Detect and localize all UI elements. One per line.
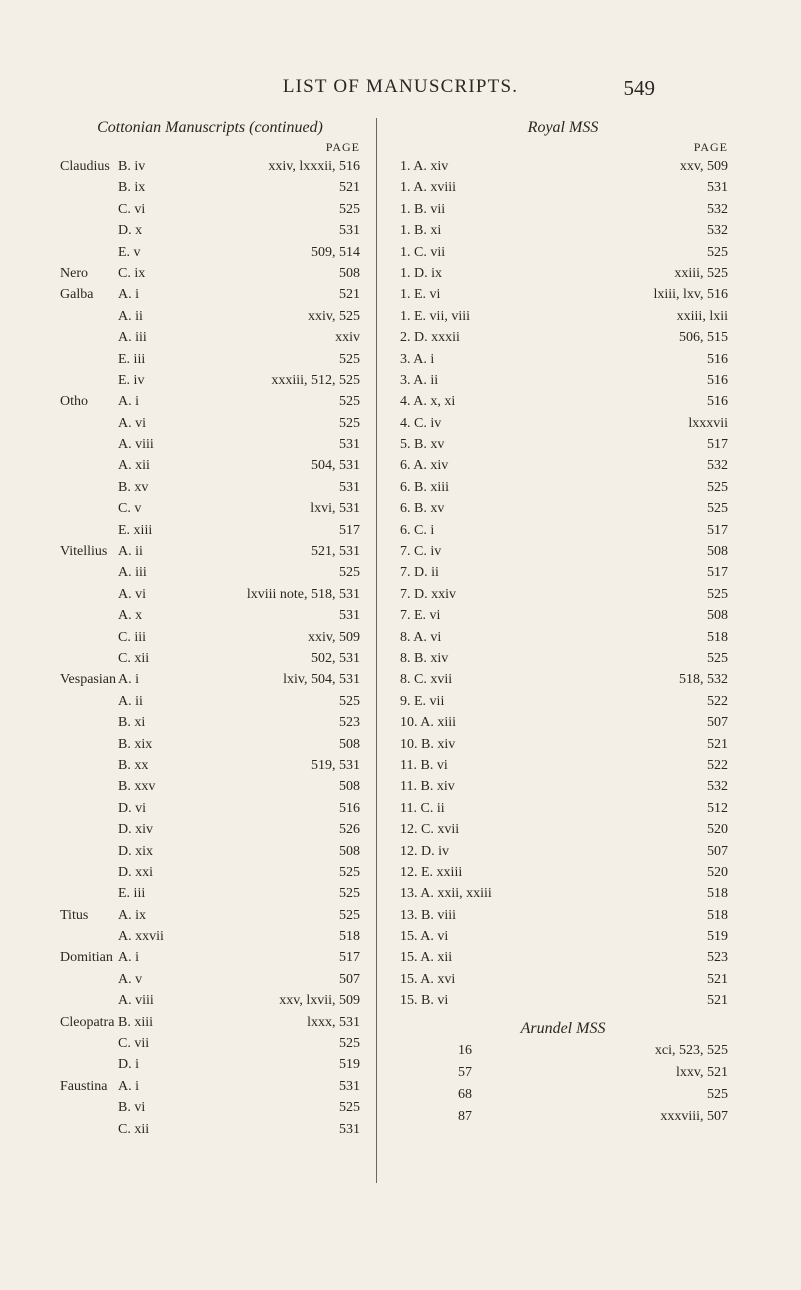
page-references: 506, 515: [679, 330, 728, 346]
manuscript-shelfmark: B. xiii: [118, 1014, 154, 1030]
manuscript-shelfmark: D. xix: [118, 843, 153, 859]
manuscript-shelfmark: C. vii: [118, 1036, 150, 1052]
page-references: 518: [707, 907, 728, 923]
table-row: [60, 776, 360, 797]
cottonian-section: [60, 118, 360, 1140]
manuscript-number: 87: [458, 1108, 472, 1124]
manuscript-shelfmark: A. iii: [118, 565, 147, 581]
royal-list: [398, 156, 728, 1012]
table-row: [60, 242, 360, 263]
manuscript-group: Faustina: [60, 1078, 108, 1094]
table-row: [60, 1033, 360, 1054]
royal-title: Royal MSS: [527, 119, 599, 136]
table-row: [60, 562, 360, 583]
page-references: 517: [707, 437, 728, 453]
manuscript-shelfmark: B. iv: [118, 159, 146, 174]
table-row: [60, 841, 360, 862]
table-row: [60, 798, 360, 819]
page-references: 519: [707, 929, 728, 945]
page-references: 520: [707, 864, 728, 880]
page-header: [0, 76, 801, 106]
table-row: [60, 883, 360, 904]
manuscript-shelfmark: C. v: [118, 501, 142, 517]
table-row: [60, 734, 360, 755]
table-row: [398, 199, 728, 220]
table-row: [60, 819, 360, 840]
page-references: xxiii, lxii: [676, 308, 728, 324]
page-references: 525: [339, 394, 360, 410]
table-row: [398, 669, 728, 690]
page-references: 525: [707, 650, 728, 666]
manuscript-shelfmark: E. iv: [118, 372, 145, 388]
table-row: [398, 926, 728, 947]
table-row: [60, 1012, 360, 1033]
manuscript-group: Cleopatra: [60, 1014, 115, 1030]
table-row: [60, 327, 360, 348]
page-references: 519: [339, 1057, 360, 1073]
page-references: 521: [707, 993, 728, 1009]
page-references: 508: [707, 544, 728, 560]
manuscript-shelfmark: 5. B. xv: [400, 437, 445, 453]
page-references: xxiv, lxxxii, 516: [268, 159, 360, 174]
manuscript-shelfmark: 15. A. vi: [400, 929, 449, 945]
page-references: 504, 531: [311, 458, 360, 474]
table-row: [60, 969, 360, 990]
manuscript-shelfmark: 7. D. xxiv: [400, 586, 456, 602]
page-references: 518: [339, 929, 360, 945]
table-row: [60, 284, 360, 305]
manuscript-shelfmark: A. ix: [118, 907, 146, 923]
table-row: [398, 1084, 728, 1106]
table-row: [398, 370, 728, 391]
page-references: 517: [707, 565, 728, 581]
page-references: 521, 531: [311, 544, 360, 560]
page-references: 512: [707, 800, 728, 816]
table-row: [60, 648, 360, 669]
page-references: lxxv, 521: [676, 1064, 728, 1080]
table-row: [60, 263, 360, 284]
table-row: [398, 177, 728, 198]
page-references: 525: [707, 1086, 728, 1102]
table-row: [398, 990, 728, 1011]
table-row: [60, 199, 360, 220]
page-references: xxxiii, 512, 525: [271, 372, 360, 388]
table-row: [398, 755, 728, 776]
table-row: [60, 1054, 360, 1075]
page-references: 525: [707, 501, 728, 517]
table-row: [60, 156, 360, 177]
page-references: 532: [707, 458, 728, 474]
manuscript-shelfmark: E. v: [118, 244, 141, 260]
manuscript-shelfmark: 8. B. xiv: [400, 650, 449, 666]
table-row: [60, 926, 360, 947]
manuscript-shelfmark: A. i: [118, 287, 139, 303]
page-number: 549: [623, 76, 655, 100]
manuscript-shelfmark: C. iii: [118, 629, 147, 645]
manuscript-shelfmark: 10. B. xiv: [400, 736, 456, 752]
page-references: xxv, lxvii, 509: [279, 993, 360, 1009]
page-references: xxiv, 525: [308, 308, 360, 324]
page-references: 516: [707, 351, 728, 367]
page-references: 525: [339, 1036, 360, 1052]
table-row: [398, 605, 728, 626]
manuscript-shelfmark: 1. E. vii, viii: [400, 308, 470, 324]
manuscript-shelfmark: D. i: [118, 1057, 139, 1073]
page-references: 517: [707, 522, 728, 538]
running-title: LIST OF MANUSCRIPTS.: [282, 76, 519, 97]
page-references: 516: [339, 800, 360, 816]
page-references: 521: [339, 287, 360, 303]
page-references: 525: [339, 565, 360, 581]
manuscript-shelfmark: 11. B. vi: [400, 757, 448, 773]
manuscript-shelfmark: B. xix: [118, 736, 153, 752]
manuscript-shelfmark: 12. C. xvii: [400, 822, 460, 838]
table-row: [398, 263, 728, 284]
royal-page-label: PAGE: [693, 140, 728, 154]
manuscript-shelfmark: 6. A. xiv: [400, 458, 449, 474]
table-row: [398, 776, 728, 797]
page-references: 525: [339, 693, 360, 709]
page-references: 507: [339, 971, 360, 987]
page-references: 502, 531: [311, 650, 360, 666]
table-row: [60, 349, 360, 370]
page-references: 525: [339, 351, 360, 367]
table-row: [398, 905, 728, 926]
page-references: 508: [339, 779, 360, 795]
table-row: [60, 1097, 360, 1118]
manuscript-shelfmark: C. ix: [118, 265, 146, 281]
page-references: 525: [707, 244, 728, 260]
table-row: [60, 1076, 360, 1097]
manuscript-shelfmark: 6. B. xv: [400, 501, 445, 517]
manuscript-shelfmark: D. xiv: [118, 822, 153, 838]
table-row: [60, 947, 360, 968]
table-row: [398, 1040, 728, 1062]
manuscript-shelfmark: B. xxv: [118, 779, 156, 795]
manuscript-shelfmark: D. x: [118, 223, 143, 239]
page-references: 507: [707, 715, 728, 731]
page-references: xxiii, 525: [674, 265, 728, 281]
page-references: 532: [707, 779, 728, 795]
page-references: xci, 523, 525: [654, 1042, 728, 1058]
table-row: [398, 819, 728, 840]
page-references: 508: [339, 265, 360, 281]
page-references: xxxviii, 507: [660, 1108, 728, 1124]
table-row: [398, 562, 728, 583]
page-references: 519, 531: [311, 757, 360, 773]
page-references: 508: [707, 608, 728, 624]
manuscript-shelfmark: A. ii: [118, 308, 143, 324]
manuscript-shelfmark: 13. A. xxii, xxiii: [400, 886, 492, 902]
table-row: [60, 520, 360, 541]
table-row: [60, 627, 360, 648]
page-references: lxviii note, 518, 531: [246, 586, 360, 602]
table-row: [60, 455, 360, 476]
manuscript-shelfmark: 15. A. xvi: [400, 971, 456, 987]
page-references: 508: [339, 736, 360, 752]
manuscript-shelfmark: A. i: [118, 1078, 139, 1094]
manuscript-shelfmark: A. vi: [118, 586, 146, 602]
manuscript-shelfmark: 7. D. ii: [400, 565, 439, 581]
table-row: [60, 370, 360, 391]
manuscript-shelfmark: A. xxvii: [118, 929, 164, 945]
table-row: [398, 391, 728, 412]
page-references: 525: [339, 864, 360, 880]
page-references: lxiv, 504, 531: [283, 672, 360, 688]
manuscript-shelfmark: 1. C. vii: [400, 244, 446, 260]
page-references: 523: [707, 950, 728, 966]
page-references: 520: [707, 822, 728, 838]
manuscript-group: Titus: [60, 907, 89, 923]
table-row: [60, 413, 360, 434]
table-row: [60, 477, 360, 498]
table-row: [60, 862, 360, 883]
table-row: [398, 284, 728, 305]
cottonian-title: Cottonian Manuscripts (continued): [97, 119, 323, 136]
table-row: [60, 1119, 360, 1140]
manuscript-shelfmark: 12. E. xxiii: [400, 864, 463, 880]
manuscript-shelfmark: E. xiii: [118, 522, 153, 538]
page-references: 518: [707, 886, 728, 902]
manuscript-shelfmark: 8. A. vi: [400, 629, 442, 645]
manuscript-shelfmark: 7. C. iv: [400, 544, 442, 560]
page-references: xxiv: [335, 330, 360, 346]
table-row: [398, 349, 728, 370]
manuscript-shelfmark: 8. C. xvii: [400, 672, 453, 688]
manuscript-shelfmark: 3. A. i: [400, 351, 435, 367]
column-divider: [376, 118, 377, 1183]
page-references: xxiv, 509: [308, 629, 360, 645]
page-references: 531: [339, 1078, 360, 1094]
page-references: 521: [339, 180, 360, 196]
page-references: 531: [339, 223, 360, 239]
manuscript-shelfmark: A. xii: [118, 458, 150, 474]
table-row: [398, 220, 728, 241]
table-row: [398, 413, 728, 434]
page-references: 531: [707, 180, 728, 196]
manuscript-shelfmark: 9. E. vii: [400, 693, 445, 709]
table-row: [60, 584, 360, 605]
table-row: [398, 455, 728, 476]
page-references: 508: [339, 843, 360, 859]
arundel-title: Arundel MSS: [520, 1019, 606, 1037]
page-references: 531: [339, 1121, 360, 1137]
manuscript-number: 57: [458, 1064, 472, 1080]
cottonian-list: [60, 156, 360, 1140]
manuscript-shelfmark: 12. D. iv: [400, 843, 449, 859]
manuscript-shelfmark: A. i: [118, 672, 139, 688]
royal-section: [398, 118, 728, 1128]
manuscript-shelfmark: C. vi: [118, 201, 146, 217]
page-references: 525: [339, 201, 360, 217]
page-references: 518: [707, 629, 728, 645]
table-row: [398, 1106, 728, 1128]
table-row: [398, 520, 728, 541]
manuscript-shelfmark: B. xx: [118, 757, 149, 773]
manuscript-shelfmark: C. xii: [118, 1121, 150, 1137]
manuscript-shelfmark: A. i: [118, 950, 139, 966]
manuscript-shelfmark: 3. A. ii: [400, 372, 439, 388]
table-row: [398, 156, 728, 177]
table-row: [60, 220, 360, 241]
manuscript-shelfmark: A. ii: [118, 693, 143, 709]
manuscript-shelfmark: B. ix: [118, 180, 146, 196]
manuscript-shelfmark: 6. B. xiii: [400, 479, 450, 495]
manuscript-group: Otho: [60, 394, 88, 410]
page-references: xxv, 509: [679, 159, 728, 174]
table-row: [60, 434, 360, 455]
manuscript-group: Galba: [60, 287, 94, 303]
table-row: [60, 755, 360, 776]
table-row: [398, 434, 728, 455]
manuscript-shelfmark: 1. B. xi: [400, 223, 442, 239]
manuscript-shelfmark: 11. C. ii: [400, 800, 445, 816]
table-row: [60, 541, 360, 562]
page-references: lxxxvii: [688, 415, 728, 431]
page-references: 531: [339, 608, 360, 624]
manuscript-shelfmark: B. xi: [118, 715, 146, 731]
manuscript-shelfmark: D. xxi: [118, 864, 153, 880]
manuscript-shelfmark: A. x: [118, 608, 143, 624]
page-references: 516: [707, 394, 728, 410]
page-references: 507: [707, 843, 728, 859]
manuscript-shelfmark: 10. A. xiii: [400, 715, 457, 731]
page-references: 516: [707, 372, 728, 388]
table-row: [398, 648, 728, 669]
manuscript-shelfmark: A. vi: [118, 415, 146, 431]
page-references: lxxx, 531: [307, 1014, 360, 1030]
manuscript-shelfmark: 1. A. xiv: [400, 159, 449, 174]
page-references: 522: [707, 757, 728, 773]
table-row: [398, 584, 728, 605]
manuscript-shelfmark: 2. D. xxxii: [400, 330, 460, 346]
manuscript-shelfmark: 1. E. vi: [400, 287, 441, 303]
page-references: 517: [339, 950, 360, 966]
page-references: 518, 532: [679, 672, 728, 688]
manuscript-shelfmark: A. v: [118, 971, 143, 987]
table-row: [398, 477, 728, 498]
page-references: 525: [339, 907, 360, 923]
page-references: 525: [707, 479, 728, 495]
table-row: [398, 734, 728, 755]
manuscript-shelfmark: 15. B. vi: [400, 993, 449, 1009]
table-row: [398, 798, 728, 819]
manuscript-shelfmark: 1. D. ix: [400, 265, 442, 281]
page-references: 521: [707, 971, 728, 987]
manuscript-shelfmark: C. xii: [118, 650, 150, 666]
arundel-list: [398, 1040, 728, 1128]
manuscript-shelfmark: 4. A. x, xi: [400, 394, 456, 410]
page-references: lxvi, 531: [310, 501, 360, 517]
table-row: [398, 306, 728, 327]
page-references: 525: [707, 586, 728, 602]
table-row: [398, 862, 728, 883]
table-row: [60, 177, 360, 198]
page-references: 525: [339, 415, 360, 431]
table-row: [398, 969, 728, 990]
table-row: [60, 391, 360, 412]
manuscript-shelfmark: E. iii: [118, 886, 146, 902]
page-references: 517: [339, 522, 360, 538]
manuscript-group: Vespasian: [60, 672, 116, 688]
manuscript-shelfmark: E. iii: [118, 351, 146, 367]
page-references: 521: [707, 736, 728, 752]
manuscript-shelfmark: A. i: [118, 394, 139, 410]
page-references: 532: [707, 223, 728, 239]
page-references: 525: [339, 886, 360, 902]
table-row: [398, 947, 728, 968]
table-row: [398, 627, 728, 648]
manuscript-shelfmark: B. xv: [118, 479, 149, 495]
manuscript-shelfmark: A. viii: [118, 993, 154, 1009]
manuscript-shelfmark: A. viii: [118, 437, 154, 453]
manuscript-shelfmark: 13. B. viii: [400, 907, 457, 923]
page-references: 531: [339, 479, 360, 495]
manuscript-number: 16: [458, 1042, 472, 1058]
page-references: 509, 514: [311, 244, 360, 260]
manuscript-group: Claudius: [60, 159, 110, 174]
page-references: lxiii, lxv, 516: [653, 287, 728, 303]
manuscript-shelfmark: D. vi: [118, 800, 146, 816]
page-references: 526: [339, 822, 360, 838]
table-row: [60, 605, 360, 626]
page-references: 532: [707, 201, 728, 217]
table-row: [60, 990, 360, 1011]
manuscript-shelfmark: 7. E. vi: [400, 608, 441, 624]
manuscript-shelfmark: 4. C. iv: [400, 415, 442, 431]
manuscript-shelfmark: A. ii: [118, 544, 143, 560]
table-row: [398, 541, 728, 562]
manuscript-shelfmark: 6. C. i: [400, 522, 435, 538]
table-row: [60, 905, 360, 926]
table-row: [398, 841, 728, 862]
table-row: [398, 1062, 728, 1084]
manuscript-number: 68: [458, 1086, 472, 1102]
table-row: [60, 712, 360, 733]
page-references: 523: [339, 715, 360, 731]
table-row: [398, 242, 728, 263]
table-row: [60, 306, 360, 327]
page-references: 522: [707, 693, 728, 709]
table-row: [398, 498, 728, 519]
manuscript-shelfmark: 11. B. xiv: [400, 779, 455, 795]
table-row: [60, 669, 360, 690]
manuscript-group: Domitian: [60, 950, 113, 966]
table-row: [398, 327, 728, 348]
page-references: 525: [339, 1100, 360, 1116]
table-row: [60, 691, 360, 712]
manuscript-shelfmark: B. vi: [118, 1100, 146, 1116]
table-row: [398, 712, 728, 733]
table-row: [398, 691, 728, 712]
manuscript-group: Nero: [60, 265, 88, 281]
manuscript-group: Vitellius: [60, 544, 108, 560]
manuscript-shelfmark: 1. A. xviii: [400, 180, 457, 196]
cottonian-page-label: PAGE: [325, 140, 360, 154]
manuscript-shelfmark: 1. B. vii: [400, 201, 446, 217]
manuscript-shelfmark: 15. A. xii: [400, 950, 453, 966]
table-row: [398, 883, 728, 904]
page-references: 531: [339, 437, 360, 453]
table-row: [60, 498, 360, 519]
manuscript-shelfmark: A. iii: [118, 330, 147, 346]
